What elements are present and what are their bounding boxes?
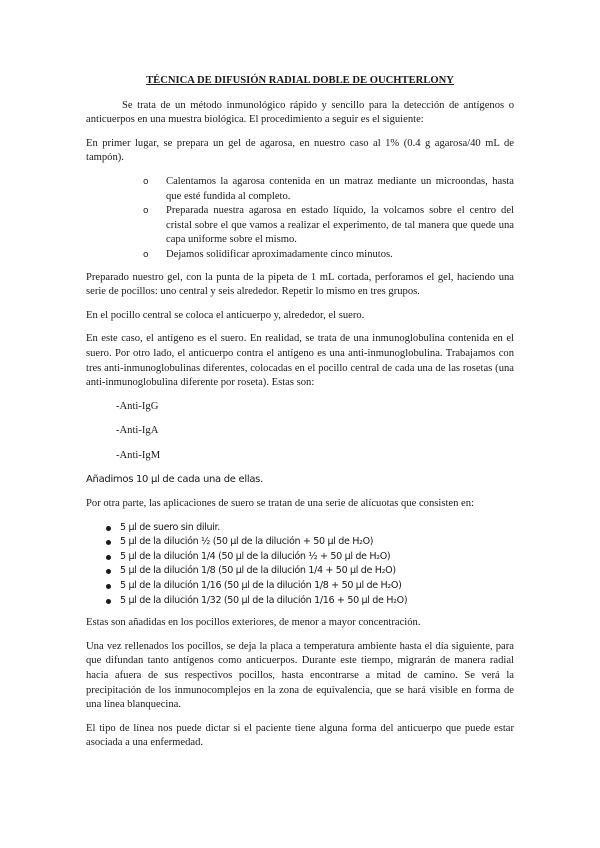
anti-igm: -Anti-IgM bbox=[116, 449, 161, 461]
after-paragraph: Una vez rellenados los pocillos, se deja la placa a temperatura ambiente hasta el día siguiente, para que difundan tanto antígenos como anticuerpos. Durante este tiempo, migrarán de manera radial hacia afuera de sus respectivos pocillos, hasta encontrarse a mitad de camino. Se verá la precipitación de los inmunocomplejos en la zona de equivalencia, que se hará visible en forma de una línea blanquecina. bbox=[86, 640, 514, 711]
list-item: 5 µl de la dilución 1/16 (50 µl de la dilución 1/8 + 50 µl de H₂O) bbox=[106, 579, 514, 594]
circle-bullet-icon: o bbox=[143, 176, 149, 187]
list-item: 5 µl de la dilución 1/4 (50 µl de la dilución ½ + 50 µl de H₂O) bbox=[106, 550, 514, 565]
circle-bullet-icon: o bbox=[143, 249, 149, 260]
case-paragraph: En este caso, el antígeno es el suero. En realidad, se trata de una inmunoglobulina contenida en el suero. Por otro lado, el anticuerpo contra el antígeno es una anti-inmunoglobulina. Trabajamos con tres anti-inmunoglobulinas diferentes, colocadas en el pocillo central de cada una de las rosetas (una anti-inmunoglobulina diferente por roseta). Estas son: bbox=[86, 333, 514, 389]
anti-iga: -Anti-IgA bbox=[116, 425, 159, 437]
first-paragraph: En primer lugar, se prepara un gel de agarosa, en nuestro caso al 1% (0.4 g agarosa/40 mL de tampón). bbox=[86, 137, 514, 164]
other-paragraph: Por otra parte, las aplicaciones de suero se tratan de una serie de alícuotas que consisten en: bbox=[86, 498, 474, 510]
add-paragraph: Añadimos 10 µl de cada una de ellas. bbox=[86, 474, 263, 486]
bullet-dot-icon bbox=[106, 584, 111, 589]
list-item: 5 µl de la dilución 1/8 (50 µl de la dilución 1/4 + 50 µl de H₂O) bbox=[106, 564, 514, 579]
gel-paragraph: Preparado nuestro gel, con la punta de la pipeta de 1 mL cortada, perforamos el gel, haciendo una serie de pocillos: uno central y seis alrededor. Repetir lo mismo en tres grupos. bbox=[86, 271, 514, 298]
list-item: 5 µl de la dilución ½ (50 µl de la dilución + 50 µl de H₂O) bbox=[106, 535, 514, 550]
list-item: o Preparada nuestra agarosa en estado líquido, la volcamos sobre el centro del cristal sobre el que vamos a realizar el experimento, de tal manera que quede una capa uniforme sobre el mismo. bbox=[143, 205, 514, 246]
list-item: 5 µl de suero sin diluir. bbox=[106, 521, 514, 536]
anti-igg: -Anti-IgG bbox=[116, 400, 159, 412]
central-paragraph: En el pocillo central se coloca el anticuerpo y, alrededor, el suero. bbox=[86, 309, 365, 321]
dilution-list bbox=[86, 521, 514, 609]
bullet-dot-icon bbox=[106, 526, 111, 531]
document-title: TÉCNICA DE DIFUSIÓN RADIAL DOBLE DE OUCHTERLONY bbox=[146, 75, 454, 86]
intro-paragraph: Se trata de un método inmunológico rápido y sencillo para la detección de antígenos o anticuerpos en una muestra biológica. El procedimiento a seguir es el siguiente: bbox=[86, 99, 514, 126]
circle-bullet-icon: o bbox=[143, 206, 149, 217]
list-item: o Calentamos la agarosa contenida en un matraz mediante un microondas, hasta que esté fundida al completo. bbox=[143, 175, 514, 202]
bullet-dot-icon bbox=[106, 599, 111, 604]
bullet-dot-icon bbox=[106, 555, 111, 560]
bullet-dot-icon bbox=[106, 569, 111, 574]
list-item: 5 µl de la dilución 1/32 (50 µl de la dilución 1/16 + 50 µl de H₂O) bbox=[106, 594, 514, 609]
bullet-dot-icon bbox=[106, 540, 111, 545]
final-paragraph: El tipo de línea nos puede dictar si el paciente tiene alguna forma del anticuerpo que puede estar asociada a una enfermedad. bbox=[86, 722, 514, 749]
list-item: o Dejamos solidificar aproximadamente cinco minutos. bbox=[143, 248, 514, 263]
added-paragraph: Estas son añadidas en los pocillos exteriores, de menor a mayor concentración. bbox=[86, 617, 421, 629]
procedure-steps bbox=[86, 175, 514, 263]
